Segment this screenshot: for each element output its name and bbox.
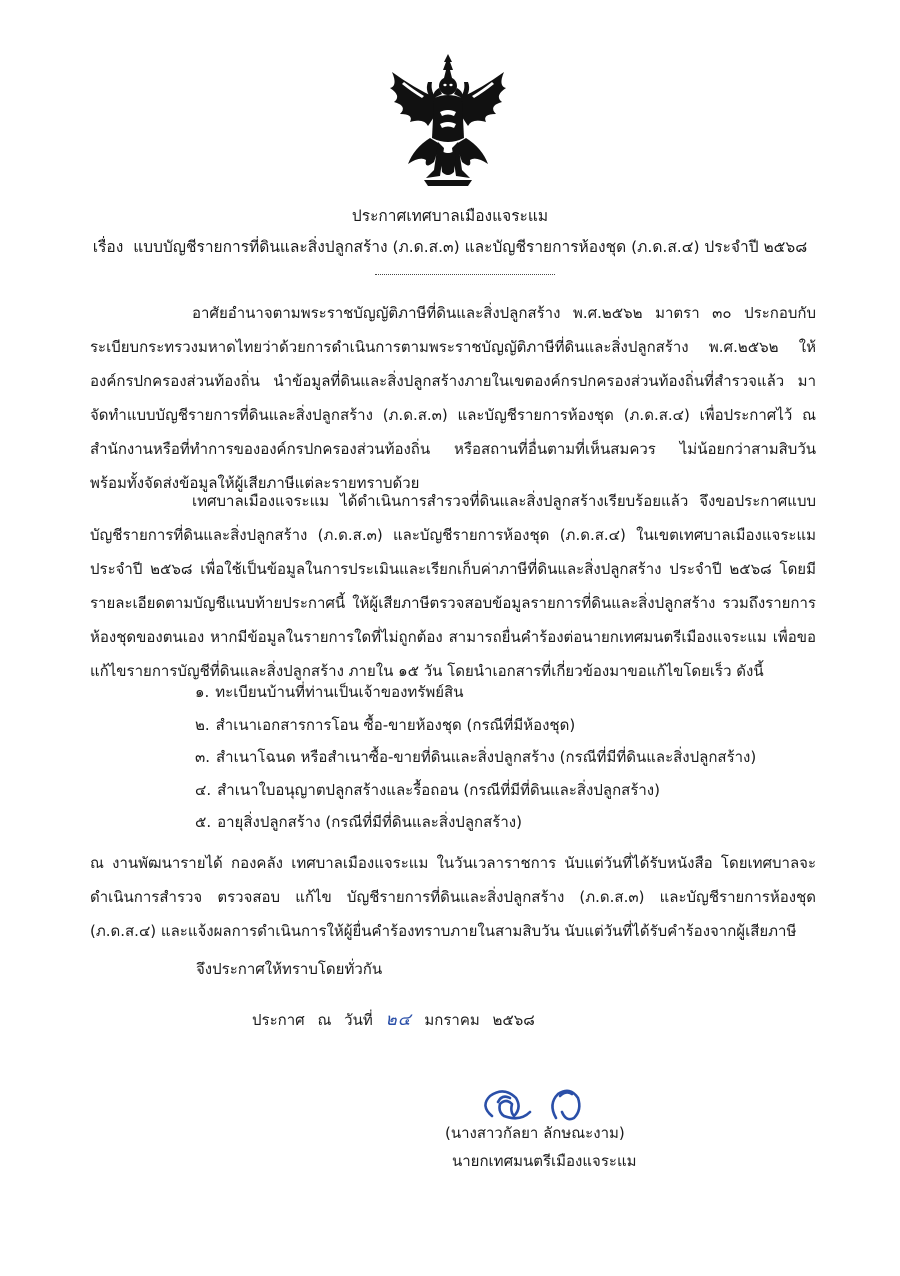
signatory-name: (นางสาวกัลยา ลักษณะงาม) <box>445 1124 625 1142</box>
document-subject <box>0 235 900 259</box>
list-item-text: ทะเบียนบ้านที่ท่านเป็นเจ้าของทรัพย์สิน <box>215 683 464 701</box>
signatory-title: นายกเทศมนตรีเมืองแจระแม <box>452 1152 637 1170</box>
list-item-text: สำเนาเอกสารการโอน ซื้อ-ขายห้องชุด (กรณีที่มีห้องชุด) <box>215 715 576 734</box>
subject-label: เรื่อง <box>92 238 124 256</box>
date-day-handwritten: ๒๔ <box>385 1010 412 1030</box>
date-at: ณ <box>317 1011 332 1029</box>
list-item-text: สำเนาโฉนด หรือสำเนาซื้อ-ขายที่ดินและสิ่งปลูกสร้าง (กรณีที่มีที่ดินและสิ่งปลูกสร้าง) <box>216 748 757 766</box>
list-item <box>195 806 756 839</box>
list-item-number: ๕. <box>195 813 212 831</box>
document-organization-title: ประกาศเทศบาลเมืองแจระแม <box>351 207 549 225</box>
paragraph-submission-place: ณ งานพัฒนารายได้ กองคลัง เทศบาลเมืองแจระแม ในวันเวลาราชการ นับแต่วันที่ได้รับหนังสือ โดยเทศบาลจะดำเนินการสำรวจ ตรวจสอบ แก้ไข บัญชีรายการที่ดินและสิ่งปลูกสร้าง (ภ.ด.ส.๓) และบัญชีรายการห้องชุด (ภ.ด.ส.๔) และแจ้งผลการดำเนินการให้ผู้ยื่นคำร้องทราบภายในสามสิบวัน นับแต่วันที่ได้รับคำร้องจากผู้เสียภาษี <box>90 854 816 940</box>
dotted-divider <box>375 274 555 275</box>
paragraph-legal-basis <box>90 296 816 500</box>
list-item <box>195 709 756 742</box>
required-documents-list <box>195 676 756 839</box>
list-item-number: ๓. <box>195 748 211 766</box>
garuda-emblem-icon <box>384 52 512 188</box>
list-item <box>195 741 756 774</box>
list-item-number: ๔. <box>195 780 212 799</box>
date-month: มกราคม <box>424 1011 480 1029</box>
list-item-number: ๒. <box>195 715 210 734</box>
paragraph-announcement-text: เทศบาลเมืองแจระแม ได้ดำเนินการสำรวจที่ดินและสิ่งปลูกสร้างเรียบร้อยแล้ว จึงขอประกาศแบบบัญชีรายการที่ดินและสิ่งปลูกสร้าง (ภ.ด.ส.๓) และบัญชีรายการห้องชุด (ภ.ด.ส.๔) ในเขตเทศบาลเมืองแจระแม ประจำปี ๒๕๖๘ เพื่อใช้เป็นข้อมูลในการประเมินและเรียกเก็บค่าภาษีที่ดินและสิ่งปลูกสร้าง ประจำปี ๒๕๖๘ โดยมีรายละเอียดตามบัญชีแนบท้ายประกาศนี้ ให้ผู้เสียภาษีตรวจสอบข้อมูลรายการที่ดินและสิ่งปลูกสร้าง รวมถึงรายการห้องชุดของตนเอง หากมีข้อมูลในรายการใดที่ไม่ถูกต้อง สามารถยื่นคำร้องต่อนายกเทศมนตรีเมืองแจระแม เพื่อขอแก้ไขรายการบัญชีที่ดินและสิ่งปลูกสร้าง ภายใน ๑๕ วัน โดยนำเอกสารที่เกี่ยวข้องมาขอแก้ไขโดยเร็ว ดังนี้ <box>90 492 816 680</box>
list-item <box>195 774 756 807</box>
list-item-text: อายุสิ่งปลูกสร้าง (กรณีที่มีที่ดินและสิ่งปลูกสร้าง) <box>217 813 522 831</box>
announcement-date <box>252 1006 543 1034</box>
date-prefix: ประกาศ <box>252 1011 305 1029</box>
date-day-label: วันที่ <box>344 1011 373 1029</box>
list-item-number: ๑. <box>195 683 210 701</box>
paragraph-legal-basis-text: อาศัยอำนาจตามพระราชบัญญัติภาษีที่ดินและสิ่งปลูกสร้าง พ.ศ.๒๕๖๒ มาตรา ๓๐ ประกอบกับระเบียบกระทรวงมหาดไทยว่าด้วยการดำเนินการตามพระราชบัญญัติภาษีที่ดินและสิ่งปลูกสร้าง พ.ศ.๒๕๖๒ ให้องค์กรปกครองส่วนท้องถิ่น นำข้อมูลที่ดินและสิ่งปลูกสร้างภายในเขตองค์กรปกครองส่วนท้องถิ่นที่สำรวจแล้ว มาจัดทำแบบบัญชีรายการที่ดินและสิ่งปลูกสร้าง (ภ.ด.ส.๓) และบัญชีรายการห้องชุด (ภ.ด.ส.๔) เพื่อประกาศไว้ ณ สำนักงานหรือที่ทำการขององค์กรปกครองส่วนท้องถิ่น หรือสถานที่อื่นตามที่เห็นสมควร ไม่น้อยกว่าสามสิบวัน พร้อมทั้งจัดส่งข้อมูลให้ผู้เสียภาษีแต่ละรายทราบด้วย <box>90 304 816 492</box>
subject-text: แบบบัญชีรายการที่ดินและสิ่งปลูกสร้าง (ภ.ด.ส.๓) และบัญชีรายการห้องชุด (ภ.ด.ส.๔) ประจำปี ๒๕๖๘ <box>133 238 808 256</box>
paragraph-announcement <box>90 484 816 688</box>
list-item <box>195 676 756 709</box>
closing-statement: จึงประกาศให้ทราบโดยทั่วกัน <box>196 960 383 978</box>
date-year: ๒๕๖๘ <box>492 1011 535 1029</box>
list-item-text: สำเนาใบอนุญาตปลูกสร้างและรื้อถอน (กรณีที่มีที่ดินและสิ่งปลูกสร้าง) <box>217 780 660 799</box>
